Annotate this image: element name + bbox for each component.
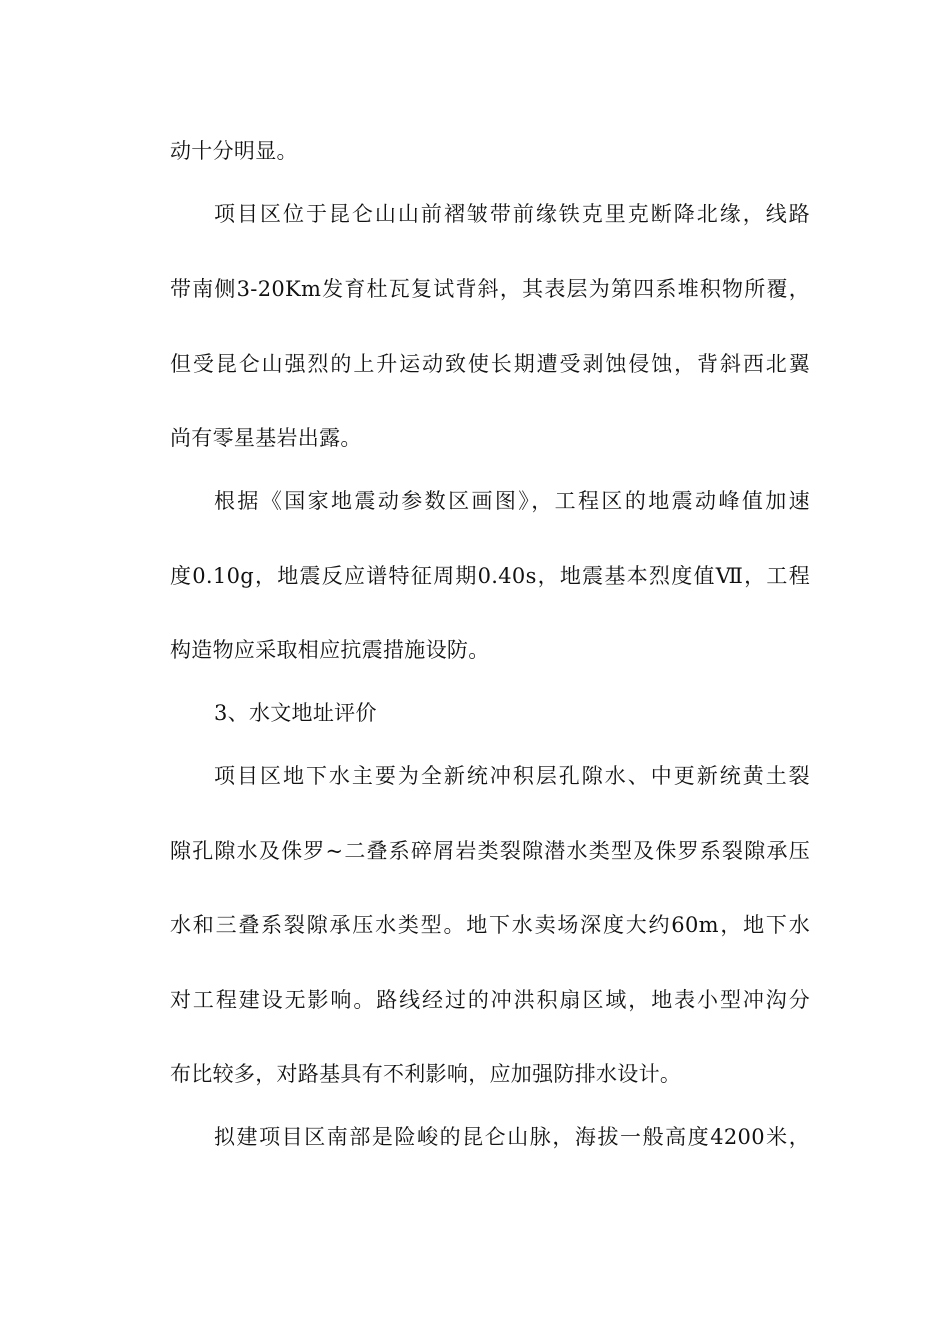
paragraph-line: 隙孔隙水及侏罗~二叠系碎屑岩类裂隙潜水类型及侏罗系裂隙承压: [170, 839, 810, 863]
section-heading: 3、水文地址评价: [214, 701, 377, 725]
paragraph-line: 带南侧3-20Km发育杜瓦复试背斜，其表层为第四系堆积物所覆，: [170, 277, 810, 301]
paragraph-line: 动十分明显。: [170, 139, 298, 163]
paragraph-line: 尚有零星基岩出露。: [170, 426, 362, 450]
paragraph-line: 布比较多，对路基具有不利影响，应加强防排水设计。: [170, 1062, 682, 1086]
paragraph-line: 项目区位于昆仑山山前褶皱带前缘铁克里克断降北缘，线路: [214, 202, 810, 226]
paragraph-line: 构造物应采取相应抗震措施设防。: [170, 638, 490, 662]
paragraph-line: 根据《国家地震动参数区画图》，工程区的地震动峰值加速: [214, 489, 810, 513]
paragraph-line: 项目区地下水主要为全新统冲积层孔隙水、中更新统黄土裂: [214, 764, 810, 788]
paragraph-line: 水和三叠系裂隙承压水类型。地下水卖场深度大约60m，地下水: [170, 913, 810, 937]
paragraph-line: 但受昆仑山强烈的上升运动致使长期遭受剥蚀侵蚀，背斜西北翼: [170, 352, 810, 376]
paragraph-line: 对工程建设无影响。路线经过的冲洪积扇区域，地表小型冲沟分: [170, 988, 810, 1012]
paragraph-line: 拟建项目区南部是险峻的昆仑山脉，海拔一般高度4200米，: [214, 1125, 810, 1149]
paragraph-line: 度0.10g，地震反应谱特征周期0.40s，地震基本烈度值Ⅶ，工程: [170, 564, 810, 588]
